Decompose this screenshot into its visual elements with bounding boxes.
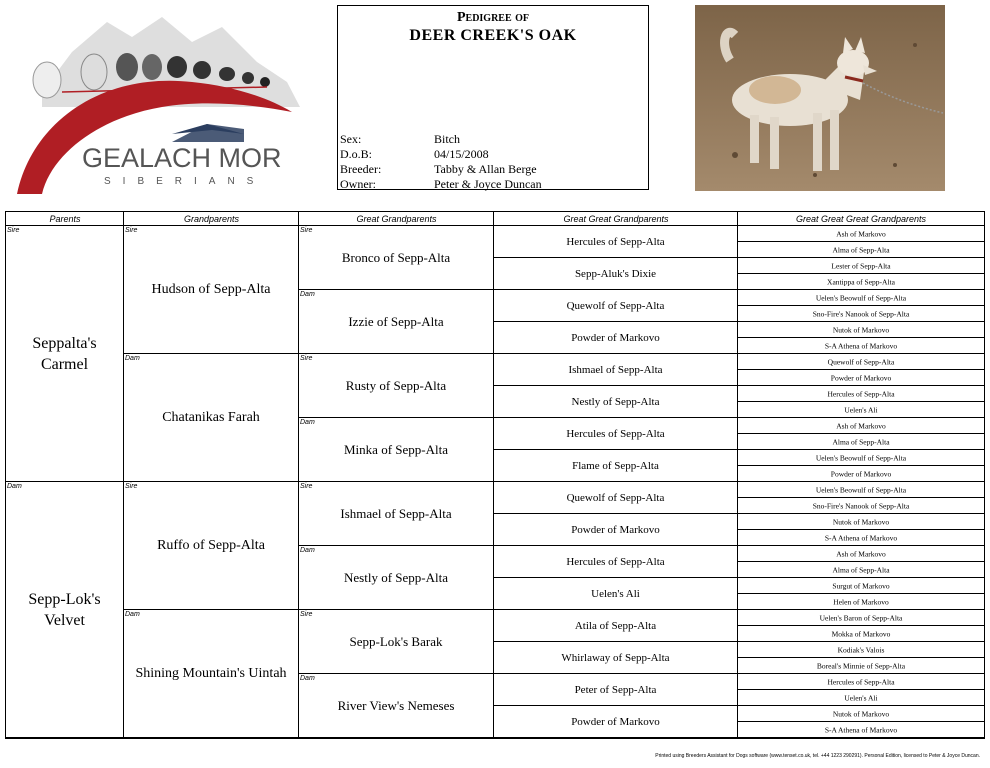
great-great-great-grandparent-name: S-A Athena of Markovo xyxy=(824,533,898,542)
logo-name: GEALACH MOR xyxy=(82,143,282,173)
grandparent-name: Ruffo of Sepp-Alta xyxy=(157,537,265,553)
great-grandparent-name: Izzie of Sepp-Alta xyxy=(348,313,444,329)
great-great-great-grandparent-name: Quewolf of Sepp-Alta xyxy=(827,357,895,366)
great-great-grandparent-name: Atila of Sepp-Alta xyxy=(574,619,657,632)
breeder-value: Tabby & Allan Berge xyxy=(434,162,537,176)
great-great-great-grandparent-cell xyxy=(738,290,984,306)
column-header-great-grandparents: Great Grandparents xyxy=(299,212,494,226)
great-great-grandparent-cell xyxy=(494,706,737,738)
great-grandparent-cell xyxy=(299,290,493,354)
sire-dam-label: Dam xyxy=(7,483,22,490)
great-great-great-grandparent-cell xyxy=(738,626,984,642)
dog-name-title: DEER CREEK'S OAK xyxy=(409,27,577,44)
great-great-great-grandparent-name: Nutok of Markovo xyxy=(832,709,890,718)
great-great-great-grandparent-cell xyxy=(738,466,984,482)
great-great-great-grandparent-name: Alma of Sepp-Alta xyxy=(832,437,890,446)
great-great-great-grandparent-cell xyxy=(738,354,984,370)
grandparent-cell xyxy=(124,610,298,738)
great-great-great-grandparent-name: Uelen's Beowulf of Sepp-Alta xyxy=(815,293,907,302)
great-great-great-grandparent-name: Powder of Markovo xyxy=(830,373,892,382)
great-great-great-grandparent-name: Uelen's Beowulf of Sepp-Alta xyxy=(815,485,907,494)
great-great-great-grandparent-cell xyxy=(738,530,984,546)
great-great-grandparent-name: Nestly of Sepp-Alta xyxy=(571,395,660,408)
great-great-grandparent-cell xyxy=(494,482,737,514)
great-great-great-grandparent-name: Hercules of Sepp-Alta xyxy=(827,389,895,398)
great-great-great-grandparent-cell xyxy=(738,482,984,498)
great-great-great-grandparent-name: S-A Athena of Markovo xyxy=(824,341,898,350)
sire-dam-label: Dam xyxy=(125,355,140,362)
breeder-label: Breeder: xyxy=(340,162,382,176)
great-grandparent-name: Rusty of Sepp-Alta xyxy=(345,377,447,393)
sire-dam-label: Sire xyxy=(300,227,313,234)
grandparent-name: Hudson of Sepp-Alta xyxy=(151,281,271,297)
great-grandparent-name: Nestly of Sepp-Alta xyxy=(344,569,448,585)
sire-dam-label: Sire xyxy=(7,227,20,234)
sire-dam-label: Dam xyxy=(300,419,315,426)
great-great-great-grandparent-name: Uelen's Ali xyxy=(844,405,878,414)
grandparent-cell xyxy=(124,354,298,482)
parent-name: Sepp-Lok's Velvet xyxy=(28,590,101,629)
great-great-great-grandparent-cell xyxy=(738,226,984,242)
great-great-great-grandparent-name: Alma of Sepp-Alta xyxy=(832,565,890,574)
great-grandparent-name: Ishmael of Sepp-Alta xyxy=(340,505,452,521)
great-great-great-grandparent-name: Ash of Markovo xyxy=(836,229,886,238)
great-great-grandparent-cell xyxy=(494,386,737,418)
sex-value: Bitch xyxy=(434,132,460,146)
great-great-great-grandparent-cell xyxy=(738,722,984,738)
great-great-great-grandparent-name: Alma of Sepp-Alta xyxy=(832,245,890,254)
sire-dam-label: Sire xyxy=(300,483,313,490)
sire-dam-label: Sire xyxy=(300,355,313,362)
great-great-great-grandparent-name: Lester of Sepp-Alta xyxy=(831,261,891,270)
great-grandparent-cell xyxy=(299,610,493,674)
great-great-grandparent-name: Hercules of Sepp-Alta xyxy=(566,555,665,568)
logo-tagline: SIBERIANS xyxy=(104,176,266,187)
pedigree-table xyxy=(5,211,985,739)
great-great-grandparent-cell xyxy=(494,258,737,290)
grandparent-cell xyxy=(124,226,298,354)
great-great-great-grandparent-cell xyxy=(738,338,984,354)
great-great-grandparent-name: Quewolf of Sepp-Alta xyxy=(566,491,665,504)
sire-dam-label: Dam xyxy=(125,611,140,618)
great-great-great-grandparent-name: S-A Athena of Markovo xyxy=(824,725,898,734)
dob-label: D.o.B: xyxy=(340,147,373,161)
great-grandparent-name: Bronco of Sepp-Alta xyxy=(341,249,451,265)
great-grandparent-name: River View's Nemeses xyxy=(337,697,455,713)
great-great-great-grandparent-name: Ash of Markovo xyxy=(836,549,886,558)
great-great-great-grandparent-name: Xantippa of Sepp-Alta xyxy=(827,277,895,286)
sire-dam-label: Dam xyxy=(300,547,315,554)
great-great-great-grandparent-name: Kodiak's Valois xyxy=(837,645,885,654)
great-great-grandparent-name: Powder of Markovo xyxy=(571,523,660,536)
great-great-grandparent-cell xyxy=(494,610,737,642)
great-great-grandparent-cell xyxy=(494,674,737,706)
great-great-grandparent-cell xyxy=(494,642,737,674)
great-grandparent-cell xyxy=(299,482,493,546)
great-great-great-grandparent-cell xyxy=(738,514,984,530)
great-great-great-grandparent-cell xyxy=(738,418,984,434)
great-grandparent-name: Sepp-Lok's Barak xyxy=(349,633,443,649)
sire-dam-label: Dam xyxy=(300,291,315,298)
column-header-parents: Parents xyxy=(6,212,124,226)
great-great-grandparent-name: Flame of Sepp-Alta xyxy=(572,459,659,472)
great-great-grandparent-cell xyxy=(494,226,737,258)
great-great-great-grandparent-name: Ash of Markovo xyxy=(836,421,886,430)
pedigree-info-box xyxy=(337,5,649,190)
great-great-great-grandparent-name: Sno-Fire's Nanook of Sepp-Alta xyxy=(812,309,910,318)
sire-dam-label: Sire xyxy=(125,483,138,490)
grandparent-name: Shining Mountain's Uintah xyxy=(135,665,287,681)
sire-dam-label: Sire xyxy=(125,227,138,234)
great-great-great-grandparent-cell xyxy=(738,274,984,290)
great-great-grandparent-name: Hercules of Sepp-Alta xyxy=(566,427,665,440)
great-great-great-grandparent-name: Uelen's Baron of Sepp-Alta xyxy=(819,613,903,622)
great-great-grandparent-cell xyxy=(494,546,737,578)
great-great-great-grandparent-name: Boreal's Minnie of Sepp-Alta xyxy=(816,661,906,670)
great-great-great-grandparent-name: Powder of Markovo xyxy=(830,469,892,478)
great-great-great-grandparent-cell xyxy=(738,674,984,690)
parent-cell xyxy=(6,482,123,738)
parent-cell xyxy=(6,226,123,482)
sex-label: Sex: xyxy=(340,132,362,146)
owner-label: Owner: xyxy=(340,177,376,191)
great-great-grandparent-name: Powder of Markovo xyxy=(571,715,660,728)
great-great-great-grandparent-cell xyxy=(738,658,984,674)
great-great-great-grandparent-cell xyxy=(738,242,984,258)
great-great-great-grandparent-cell xyxy=(738,562,984,578)
great-grandparent-cell xyxy=(299,226,493,290)
great-great-grandparent-cell xyxy=(494,450,737,482)
great-great-grandparent-name: Sepp-Aluk's Dixie xyxy=(574,267,657,280)
great-grandparent-cell xyxy=(299,418,493,482)
great-great-great-grandparent-name: Surgut of Markovo xyxy=(832,581,890,590)
great-great-great-grandparent-name: Mokka of Markovo xyxy=(831,629,891,638)
great-great-grandparent-cell xyxy=(494,578,737,610)
great-grandparent-cell xyxy=(299,354,493,418)
great-great-great-grandparent-cell xyxy=(738,258,984,274)
great-great-grandparent-name: Peter of Sepp-Alta xyxy=(574,683,657,696)
great-great-great-grandparent-name: Nutok of Markovo xyxy=(832,325,890,334)
great-great-great-grandparent-cell xyxy=(738,306,984,322)
great-great-grandparent-name: Whirlaway of Sepp-Alta xyxy=(561,651,670,664)
title-line1: Pedigree of xyxy=(456,10,530,25)
great-grandparent-name: Minka of Sepp-Alta xyxy=(344,441,448,457)
great-great-grandparent-name: Ishmael of Sepp-Alta xyxy=(568,363,663,376)
great-great-great-grandparent-cell xyxy=(738,594,984,610)
great-great-great-grandparent-cell xyxy=(738,578,984,594)
great-great-grandparent-name: Powder of Markovo xyxy=(571,331,660,344)
dob-value: 04/15/2008 xyxy=(434,147,489,161)
great-great-great-grandparent-cell xyxy=(738,434,984,450)
great-great-great-grandparent-name: Helen of Markovo xyxy=(833,597,889,606)
great-great-great-grandparent-name: Uelen's Ali xyxy=(844,693,878,702)
great-great-great-grandparent-cell xyxy=(738,370,984,386)
great-great-great-grandparent-cell xyxy=(738,642,984,658)
great-great-great-grandparent-cell xyxy=(738,386,984,402)
great-great-grandparent-name: Hercules of Sepp-Alta xyxy=(566,235,665,248)
grandparent-cell xyxy=(124,482,298,610)
great-great-grandparent-name: Uelen's Ali xyxy=(591,587,640,600)
kennel-logo xyxy=(12,12,300,194)
great-great-great-grandparent-cell xyxy=(738,450,984,466)
great-great-great-grandparent-name: Uelen's Beowulf of Sepp-Alta xyxy=(815,453,907,462)
great-great-grandparent-cell xyxy=(494,290,737,322)
parent-name: Seppalta's Carmel xyxy=(32,334,97,373)
great-great-grandparent-cell xyxy=(494,354,737,386)
great-great-great-grandparent-cell xyxy=(738,322,984,338)
owner-value: Peter & Joyce Duncan xyxy=(434,177,542,191)
great-great-great-grandparent-name: Sno-Fire's Nanook of Sepp-Alta xyxy=(812,501,910,510)
dog-photo xyxy=(695,5,945,191)
sire-dam-label: Sire xyxy=(300,611,313,618)
printed-by-footer: Printed using Breeders Assistant for Dogs software (www.tenset.co.uk, tel. +44 1223 290291). Personal Edition, licensed to Peter & Joyce Duncan. xyxy=(655,753,980,759)
great-great-great-grandparent-cell xyxy=(738,610,984,626)
great-grandparent-cell xyxy=(299,546,493,610)
great-great-great-grandparent-cell xyxy=(738,690,984,706)
great-great-great-grandparent-cell xyxy=(738,546,984,562)
great-grandparent-cell xyxy=(299,674,493,738)
great-great-great-grandparent-cell xyxy=(738,402,984,418)
column-header-great-great-grandparents: Great Great Grandparents xyxy=(494,212,738,226)
great-great-great-grandparent-name: Hercules of Sepp-Alta xyxy=(827,677,895,686)
great-great-grandparent-name: Quewolf of Sepp-Alta xyxy=(566,299,665,312)
great-great-great-grandparent-cell xyxy=(738,498,984,514)
column-header-grandparents: Grandparents xyxy=(124,212,299,226)
great-great-grandparent-cell xyxy=(494,322,737,354)
great-great-great-grandparent-cell xyxy=(738,706,984,722)
great-great-grandparent-cell xyxy=(494,514,737,546)
column-header-great-great-great-grandparents: Great Great Great Grandparents xyxy=(738,212,984,226)
sire-dam-label: Dam xyxy=(300,675,315,682)
great-great-grandparent-cell xyxy=(494,418,737,450)
great-great-great-grandparent-name: Nutok of Markovo xyxy=(832,517,890,526)
grandparent-name: Chatanikas Farah xyxy=(162,409,260,425)
